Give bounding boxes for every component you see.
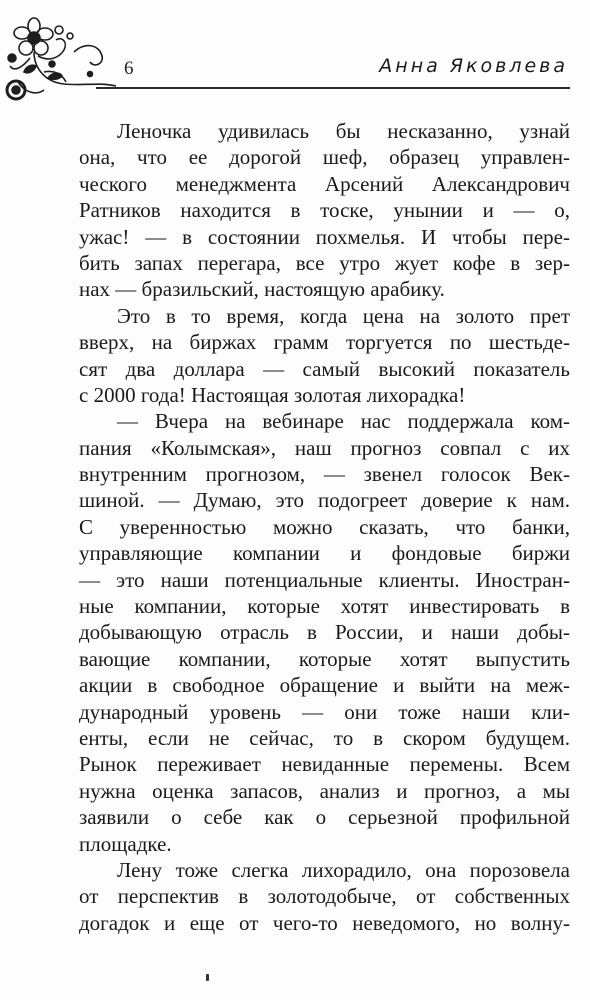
floral-swirl-icon — [4, 12, 119, 104]
text-line: акции в свободное обращение и выйти на меж- — [79, 673, 570, 698]
page-number: 6 — [124, 58, 134, 79]
text-line: ческого менеджмента Арсений Александрович — [79, 171, 570, 196]
text-line: добывающую отрасль в России, и наши добы- — [79, 620, 570, 645]
text-line: управляющие компании и фондовые биржи — [79, 541, 570, 566]
text-line: дународный уровень — они тоже наши кли- — [79, 699, 570, 724]
print-speck — [206, 974, 209, 981]
text-line: Лену тоже слегка лихорадило, она порозовела — [117, 857, 570, 882]
text-line: Это в то время, когда цена на золото прет — [117, 303, 570, 328]
text-line: ужас! — в состоянии похмелья. И чтобы пере- — [79, 224, 570, 249]
text-line: площадке. — [79, 831, 172, 856]
text-line: пания «Колымская», наш прогноз совпал с их — [79, 435, 570, 460]
text-line: — это наши потенциальные клиенты. Иностран- — [79, 567, 570, 592]
text-line: догадок и еще от чего-то неведомого, но волну- — [79, 910, 570, 935]
text-line: от перспектив в золотодобыче, от собственных — [79, 884, 570, 909]
text-line: нужна оценка запасов, анализ и прогноз, а мы — [79, 778, 570, 803]
text-line: с 2000 года! Настоящая золотая лихорадка! — [79, 382, 466, 407]
body-text — [79, 118, 570, 936]
text-line: бить запах перегара, все утро жует кофе в зер- — [79, 250, 570, 275]
text-line: сят два доллара — самый высокий показатель — [79, 356, 570, 381]
text-line: вающие компании, которые хотят выпустить — [79, 646, 570, 671]
text-line: она, что ее дорогой шеф, образец управлен- — [79, 145, 570, 170]
text-line: Рынок переживает невиданные перемены. Всем — [79, 752, 570, 777]
header-rule — [96, 87, 570, 89]
text-line: С уверенностью можно сказать, что банки, — [79, 514, 570, 539]
text-line: енты, если не сейчас, то в скором будущем. — [79, 725, 570, 750]
text-line: Ратников находится в тоске, унынии и — о, — [79, 198, 570, 223]
text-line: Леночка удивилась бы несказанно, узнай — [117, 119, 570, 143]
text-line: вверх, на биржах грамм торгуется по шестьде- — [79, 330, 570, 355]
running-head-author: Анна Яковлева — [379, 55, 568, 77]
text-line: — Вчера на вебинаре нас поддержала ком- — [117, 409, 570, 434]
text-line: ные компании, которые хотят инвестировать в — [79, 594, 570, 619]
text-line: нах — бразильский, настоящую арабику. — [79, 277, 445, 302]
text-line: внутренним прогнозом, — звенел голосок Век- — [79, 462, 570, 487]
text-line: шиной. — Думаю, это подогреет доверие к нам. — [79, 488, 570, 513]
text-line: заявили о себе как о серьезной профильной — [79, 805, 570, 830]
